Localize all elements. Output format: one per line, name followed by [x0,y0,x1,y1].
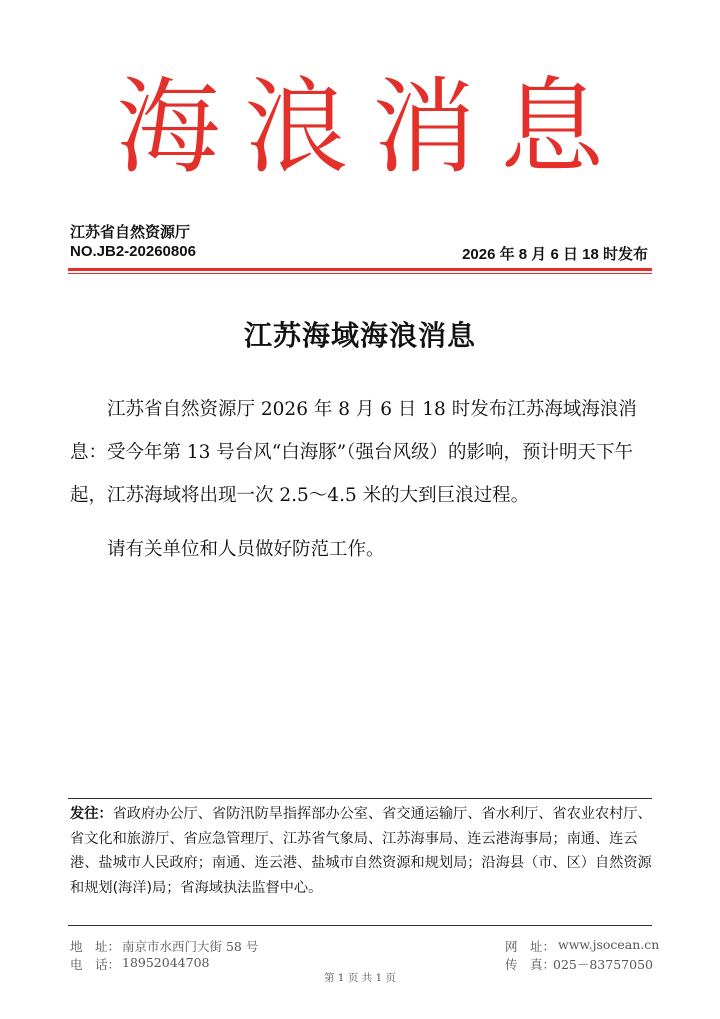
website-label: 网 址： [505,939,556,954]
masthead-title: 海浪消息 [115,66,628,188]
phone-value: 18952044708 [122,955,210,970]
website-link[interactable]: www.jsocean.cn [558,937,660,952]
issuer-name: 江苏省自然资源厅 [70,223,191,241]
page-number: 第 1 页 共 1 页 [323,972,397,984]
body-paragraph-1: 江苏省自然资源厅 2026 年 8 月 6 日 18 时发布江苏海域海浪消息：受今年第 13 号台风“白海豚”（强台风级）的影响，预计明天下午起，江苏海域将出现一次 2.5～4.5 米的大到巨浪过程。 [70,399,637,506]
phone-label: 电 话： [70,957,121,972]
issue-time: 2026 年 8 月 6 日 18 时发布 [462,246,648,263]
fax-value: 025－83757050 [553,957,653,972]
header-divider-thick [68,268,652,271]
distribution-divider-top [68,798,652,799]
document-title: 江苏海域海浪消息 [243,319,476,352]
header-divider-thin [68,273,652,274]
distribution-text: 省政府办公厅、省防汛防旱指挥部办公室、省交通运输厅、省水利厅、省农业农村厅、省文化和旅游厅、省应急管理厅、江苏省气象局、江苏海事局、连云港海事局；南通、连云港、盐城市人民政府；南通、连云港、盐城市自然资源和规划局；沿海县（市、区）自然资源和规划(海洋)局；省海域执法监督中心。 [70,806,652,896]
body-paragraph-2: 请有关单位和人员做好防范工作。 [107,539,385,560]
document-number: NO.JB2-20260806 [70,243,196,260]
distribution-divider-bottom [68,925,652,926]
address-label: 地 址： [70,939,121,954]
address-value: 南京市水西门大街 58 号 [122,939,259,954]
distribution-list [70,802,654,900]
distribution-label: 发往： [70,806,113,822]
fax-label: 传 真： [505,957,556,972]
